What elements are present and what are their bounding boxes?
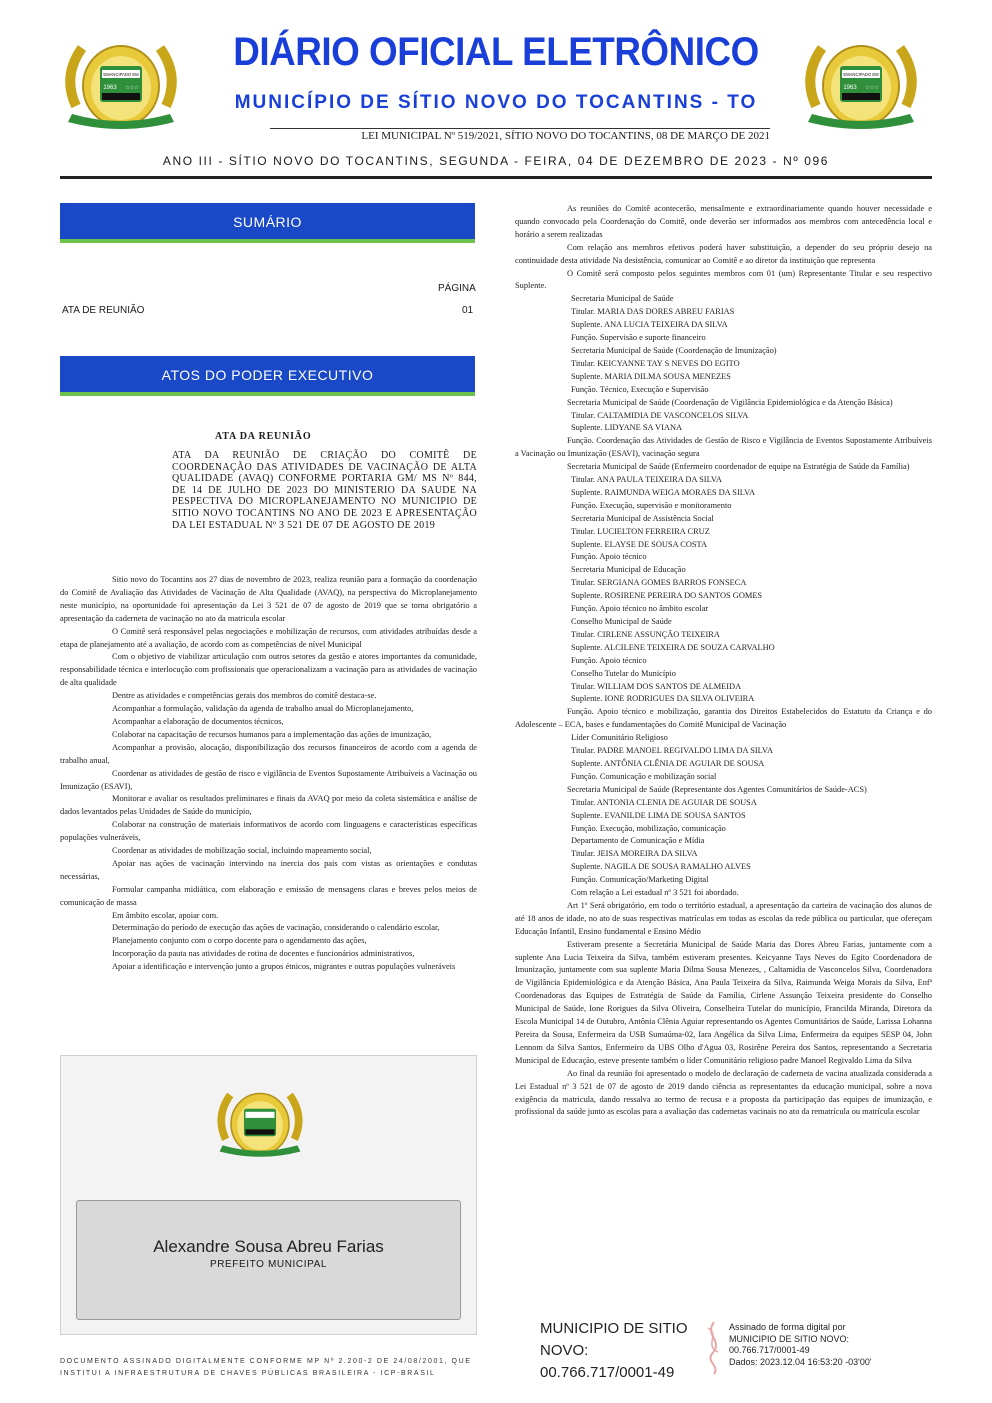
left-column-text bbox=[60, 574, 477, 974]
member-line: Conselho Municipal de Saúde bbox=[571, 617, 672, 626]
law-reference: LEI MUNICIPAL Nº 519/2021, SÍTIO NOVO DO TOCANTINS, 08 DE MARÇO DE 2021 bbox=[270, 128, 770, 142]
member-line: Titular. WILLIAM DOS SANTOS DE ALMEIDA bbox=[571, 681, 742, 691]
right-paragraph: Art 1º Será obrigatório, em todo o território estadual, a apresentação da carteira de vacinação dos alunos de até 18 anos de idade, no ato de suas respectivas matrículas em todas as escolas da rede pública ou particular, que ofereçam Educação Infantil, Ensino fundamental e Ensino Médio bbox=[515, 900, 932, 936]
member-line: Conselho Tutelar do Município bbox=[571, 668, 676, 678]
right-paragraph: Secretaria Municipal de Saúde (Enfermeiro coordenador de equipe na Estratégia de Saúde da Família) bbox=[567, 462, 910, 472]
left-paragraph: Apoiar nas ações de vacinação intervindo na inercia dos pais com vistas as orientações e condutas necessárias, bbox=[60, 858, 477, 881]
right-paragraph: O Comitê será composto pelos seguintes membros com 01 (um) Representante Titular e seu respectivo Suplente. bbox=[515, 268, 932, 291]
signer-line-3: 00.766.717/0001-49 bbox=[540, 1364, 675, 1381]
seal-year: 1963 bbox=[103, 85, 117, 91]
signer-line-1: MUNICIPIO DE SITIO bbox=[540, 1320, 688, 1337]
digital-signer bbox=[540, 1318, 688, 1384]
member-line: Líder Comunitário Religioso bbox=[571, 733, 668, 743]
member-line: Titular. CALTAMIDIA DE VASCONCELOS SILVA bbox=[571, 410, 749, 420]
member-line: Função. Execução, mobilização, comunicação bbox=[571, 823, 726, 833]
digital-signature-note: DOCUMENTO ASSINADO DIGITALMENTE CONFORME MP Nº 2.200-2 DE 24/08/2001, QUE INSTITUI A INFRAESTRUTURA DE CHAVES PÚBLICAS BRASILEIRA - ICP-BRASIL bbox=[60, 1358, 472, 1377]
member-line: Titular. MARIA DAS DORES ABREU FARIAS bbox=[571, 307, 735, 317]
left-paragraph: Coordenar as atividades de gestão de risco e vigilância de Eventos Supostamente Atribuíveis a Vacinação ou Imunização (ESAVI), bbox=[60, 768, 477, 791]
sign-info-3: 00.766.717/0001-49 bbox=[729, 1345, 810, 1355]
member-line: Titular. LUCIELTON FERREIRA CRUZ bbox=[571, 526, 710, 536]
left-paragraph: Formular campanha midiática, com elaboração e emissão de mensagens claras e breves pelos meios de comunicação de massa bbox=[60, 884, 477, 907]
member-line: Função. Apoio técnico no âmbito escolar bbox=[571, 604, 709, 614]
left-paragraph: Acompanhar a formulação, validação da agenda de trabalho anual do Microplanejamento, bbox=[112, 704, 414, 714]
summary-item-page: 01 bbox=[462, 305, 474, 316]
member-line: Titular. ANA PAULA TEIXEIRA DA SILVA bbox=[571, 475, 722, 485]
member-line: Suplente. MARIA DILMA SOUSA MENEZES bbox=[571, 371, 731, 381]
member-line: Titular. CIRLENE ASSUNÇÃO TEIXEIRA bbox=[571, 629, 720, 639]
right-paragraph: Função. Apoio técnico e mobilização, garantia dos Direitos Estabelecidos do Estatuto da Criança e do Adolescente – ECA, bases e fundamentações do Comitê Municipal de Vacinação bbox=[515, 707, 932, 730]
member-line: Titular. SERGIANA GOMES BARROS FONSECA bbox=[571, 578, 747, 588]
right-paragraph: As reuniões do Comitê acontecerão, mensalmente e extraordinariamente quando houver necessidade e quando convocado pela Coordenação do Comitê, onde deverão ser informados aos membros com antecedência local e horário a serem realizadas bbox=[515, 204, 932, 239]
member-line: Função. Comunicação/Marketing Digital bbox=[571, 875, 709, 885]
member-line: Suplente. NAGILA DE SOUSA RAMALHO ALVES bbox=[571, 862, 751, 872]
member-line: Suplente. ELAYSE DE SOUSA COSTA bbox=[571, 539, 708, 549]
signature-info bbox=[729, 1322, 872, 1368]
summary-page-header: PÁGINA bbox=[438, 283, 476, 294]
member-line: Secretaria Municipal de Saúde bbox=[571, 294, 674, 304]
member-line: Suplente. ALCILENE TEIXEIRA DE SOUZA CARVALHO bbox=[571, 642, 775, 652]
signer-line-2: NOVO: bbox=[540, 1342, 589, 1359]
member-line: Com relação a Lei estadual nº 3 521 foi abordado. bbox=[571, 888, 739, 898]
municipal-seal-logo-left bbox=[62, 36, 180, 136]
member-line: Departamento de Comunicação e Mídia bbox=[571, 836, 705, 846]
member-line: Suplente. ANTÔNIA CLÊNIA DE AGUIAR DE SOUSA bbox=[571, 758, 765, 768]
member-line: Função. Apoio técnico bbox=[571, 655, 647, 665]
left-paragraph: Apoiar a identificação e intervenção junto a grupos étnicos, migrantes e outras populações vulneráveis bbox=[112, 962, 456, 972]
right-paragraph: Com relação aos membros efetivos poderá haver substituição, a depender do seu próprio desejo na continuidade desta atividade Na desistência, comunicar ao Comitê e ao diretor da instituição que representa bbox=[515, 242, 932, 265]
left-paragraph: Incorporação da pauta nas atividades de rotina de docentes e funcionários administrativos, bbox=[112, 949, 415, 959]
sign-info-2: MUNICIPIO DE SITIO NOVO: bbox=[729, 1333, 850, 1344]
ata-subtitle: ATA DA REUNIÃO DE CRIAÇÃO DO COMITÊ DE COORDENAÇÃO DAS ATIVIDADES DE VACINAÇÃO DE ALTA QUALIDADE (AVAQ) CONFORME PORTARIA GM/ MS Nº 844, DE 14 DE JULHO DE 2023 DO MINISTERIO DA SAUDE NA PESPECTIVA DO MICROPLANEJAMENTO NO MUNICIPIO DE SITIO NOVO TOCANTINS NO ANO DE 2023 E APRESENTAÇÃO DA LEI ESTADUAL Nº 3 521 DE 07 DE AGOSTO DE 2019 bbox=[172, 450, 477, 531]
seal-stars: ☆☆☆ bbox=[125, 86, 139, 91]
section-banner: ATOS DO PODER EXECUTIVO bbox=[60, 356, 475, 396]
municipality-subtitle: MUNICÍPIO DE SÍTIO NOVO DO TOCANTINS - TO bbox=[234, 92, 758, 113]
left-paragraph: Sitio novo do Tocantins aos 27 dias de novembro de 2023, realiza reunião para a formação da coordenação do Comitê de Avaliação das Atividades de Vacinação de Alta Qualidade (AVAQ), na perspectiva do Microplanejamento neste município, na oportunidade foi apresentação da Lei 3 521 de 07 de agosto de 2019 que se torna obrigatório a apresentação da caderneta de vacinação no ato da matricula escolar bbox=[60, 575, 477, 623]
municipal-seal-logo-right bbox=[802, 36, 920, 136]
member-line: Suplente. LIDYANE SA VIANA bbox=[571, 423, 683, 433]
member-line: Função. Apoio técnico bbox=[571, 552, 647, 562]
left-paragraph: Coordenar as atividades de mobilização social, incluindo mapeamento social, bbox=[112, 846, 372, 856]
member-line: Função. Supervisão e suporte financeiro bbox=[571, 333, 706, 343]
member-line: Função. Comunicação e mobilização social bbox=[571, 771, 717, 781]
left-paragraph: Colaborar na capacitação de recursos humanos para a implementação das ações de imunização, bbox=[112, 729, 432, 739]
pdf-signature-icon bbox=[700, 1318, 728, 1378]
sign-info-4: Dados: 2023.12.04 16:53:20 -03'00' bbox=[729, 1356, 872, 1367]
member-line: Suplente. ROSIRENE PEREIRA DO SANTOS GOMES bbox=[571, 591, 763, 601]
right-column-text bbox=[515, 203, 932, 1119]
member-line: Titular. ANTONIA CLENIA DE AGUIAR DE SOUSA bbox=[571, 797, 757, 807]
left-paragraph: Em âmbito escolar, apoiar com. bbox=[112, 910, 219, 920]
right-paragraph: Função. Coordenação das Atividades de Gestão de Risco e Vigilância de Eventos Supostamente Atribuíveis a Vacinação ou Imunização (ESAVI), vacinação segura bbox=[515, 436, 932, 459]
member-line: Função. Técnico, Execução e Supervisão bbox=[571, 384, 709, 394]
member-line: Titular. PADRE MANOEL REGIVALDO LIMA DA SILVA bbox=[571, 746, 774, 756]
sign-info-1: Assinado de forma digital por bbox=[729, 1322, 846, 1332]
member-line: Secretaria Municipal de Saúde (Coordenação de Imunização) bbox=[571, 345, 777, 355]
member-line: Função. Execução, supervisão e monitoramento bbox=[571, 500, 732, 510]
member-line: Suplente. ANA LUCIA TEIXEIRA DA SILVA bbox=[571, 320, 728, 330]
left-paragraph: Colaborar na construção de materiais informativos de acordo com linguagens e características específicas populações vulneráveis, bbox=[60, 820, 477, 843]
member-line: Suplente. RAIMUNDA WEIGA MORAES DA SILVA bbox=[571, 487, 756, 497]
left-paragraph: Acompanhar a elaboração de documentos técnicos, bbox=[112, 716, 284, 726]
left-paragraph: Com o objetivo de viabilizar articulação com outros setores da gestão e atores importantes da comunidade, responsabilidade técnica e interlocução com profissionais que operacionalizam a vacinação para as atividades de vacinação de alta qualidade bbox=[60, 652, 477, 688]
mayor-name: Alexandre Sousa Abreu Farias bbox=[153, 1237, 384, 1256]
member-line: Titular. KEICYANNE TAY S NEVES DO EGITO bbox=[571, 358, 740, 368]
right-paragraph: Secretaria Municipal de Saúde (Representante dos Agentes Comunitários de Saúde-ACS) bbox=[567, 784, 867, 794]
left-paragraph: Monitorar e avaliar os resultados preliminares e finais da AVAQ por meio da coleta sistemática e análise de dados levantados pelas Unidades de Saúde do município, bbox=[60, 794, 477, 817]
seal-stars: ☆☆☆ bbox=[865, 86, 879, 91]
ata-title: ATA DA REUNIÃO bbox=[215, 431, 312, 442]
left-paragraph: Determinação do período de execução das ações de vacinação, considerando o calendário escolar, bbox=[112, 923, 440, 933]
seal-year: 1963 bbox=[843, 85, 857, 91]
member-line: Suplente. EVANILDE LIMA DE SOUSA SANTOS bbox=[571, 810, 746, 820]
left-paragraph: Dentre as atividades e competências gerais dos membros do comitê destaca-se. bbox=[112, 691, 377, 701]
summary-item-link[interactable]: ATA DE REUNIÃO bbox=[62, 305, 145, 316]
signature-seal-logo bbox=[215, 1085, 305, 1163]
edition-line: ANO III - SÍTIO NOVO DO TOCANTINS, SEGUNDA - FEIRA, 04 DE DEZEMBRO DE 2023 - Nº 096 bbox=[162, 154, 830, 168]
summary-banner: SUMÁRIO bbox=[60, 203, 475, 243]
right-paragraph: Secretaria Municipal de Saúde (Coordenação de Vigilância Epidemiológica e da Atenção Básica) bbox=[567, 397, 893, 407]
member-line: Secretaria Municipal de Assistência Social bbox=[571, 513, 714, 523]
member-line: Titular. JEISA MOREIRA DA SILVA bbox=[571, 849, 698, 859]
seal-text: EMANCIPADO EM bbox=[843, 72, 879, 77]
left-paragraph: Planejamento conjunto com o corpo docente para o agendamento das ações, bbox=[112, 936, 367, 946]
seal-text: EMANCIPADO EM bbox=[103, 72, 139, 77]
header-divider bbox=[60, 176, 932, 179]
newspaper-title: DIÁRIO OFICIAL ELETRÔNICO bbox=[233, 30, 759, 74]
member-line: Suplente. IONE RODRIGUES DA SILVA OLIVEIRA bbox=[571, 694, 755, 704]
right-paragraph: Estiveram presente a Secretária Municipal de Saúde Maria das Dores Abreu Farias, juntamente com a suplente Ana Lucia Teixeira da Silva, também estiveram presentes. Keicyanne Tays Neves do Egito Coordenadora de Imunização, juntamente com sua suplente Maria Dilma Sousa Menezes, , Caltamidia de Vasconcelos Silva, Coordenadora de Vigilância Epidemiológica e da Atenção Básica, Ana Paula Teixeira da Silva, Raimunda Weiga Morais da Silva, Enfª Coordenadoras das Equipes de Estratégia de Saúde da Família, Cirlene Assunção Teixeira presidente do Conselho Municipal de Saúde, Ione Rorigues da Silva Oliveira, Conselheira Tutelar do município, Francilda Miranda, Diretora da Escola Municipal 14 de Outubro, Antônia Clênia Aguiar representando os Agentes Comunitários de Saúde, Larissa Lohanna Pereira da Sousa, Enfermeira da USB Sumaúma-02, Iara Angélica da Silva Lima, Enfermeira da equipes SESP 04, John Lennom da Silva Santos, Enfermeiro da UBS Olho d'Agua 03, Rosirêne Pereira dos Santos, representando a Secretaria Municipal de Educação, esteve presente também o líder Comunitário religioso padre Manoel Regivaldo Lima da Silva bbox=[515, 939, 932, 1065]
mayor-role: PREFEITO MUNICIPAL bbox=[209, 1259, 328, 1270]
left-paragraph: Acompanhar a provisão, alocação, disponibilização dos recursos financeiros de acordo com a agenda de trabalho anual, bbox=[60, 742, 477, 765]
left-paragraph: O Comitê será responsável pelas negociações e mobilização de recursos, com atividades atribuídas desde a etapa de planejamento até a avaliação, de acordo com as competências de nível Municipal bbox=[60, 626, 477, 649]
right-paragraph: Ao final da reunião foi apresentado o modelo de declaração de caderneta de vacina atualizada considerada a Lei Estadual nº 3 521 de 07 de agosto de 2019 dando ciência as representantes da educação municipal, sobre a nova exigência da matricula, dando ressalva ao termo de recusa e a proposta da participação das equipes de imunização, e profissional da saúde junto as escolas para a avaliação das cadernetas vacinais no ato da rematrícula ou matrícula escolar bbox=[515, 1068, 932, 1117]
member-line: Secretaria Municipal de Educação bbox=[571, 565, 686, 575]
